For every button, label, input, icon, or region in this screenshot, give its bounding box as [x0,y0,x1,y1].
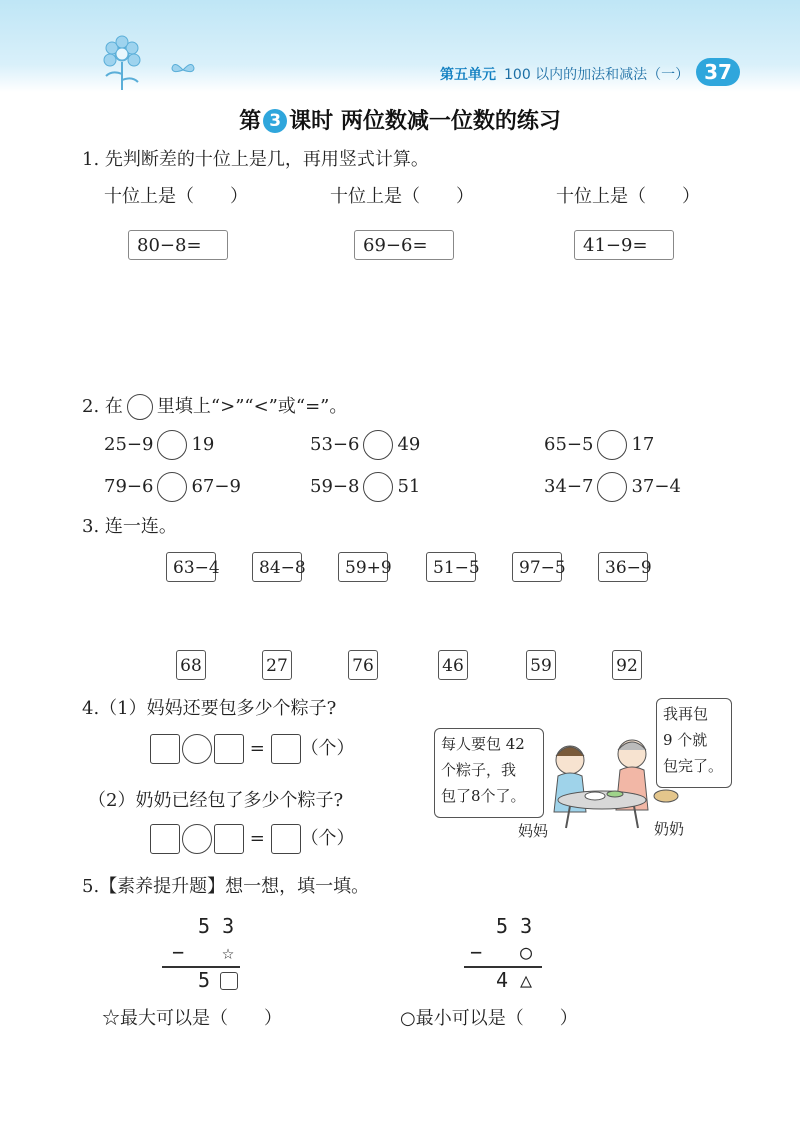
unit-label: （个） [300,738,355,759]
q2-answer-circle[interactable] [363,472,393,502]
q4-part2-equation [150,824,355,854]
q2-item-1 [104,430,214,460]
q1-equation-3: 41−9= [574,230,674,260]
answer-box[interactable] [150,734,180,764]
q2-right-expr: 17 [631,434,655,455]
q3-bottom-tile-5[interactable]: 59 [526,650,556,680]
q5-right-minuend: 5 3 [496,914,533,938]
triangle-icon[interactable]: △ [520,968,533,992]
lesson-title [0,104,800,135]
sunflower-icon [92,34,152,92]
q2-left-expr: 79−6 [104,476,154,497]
q3-bottom-tile-2[interactable]: 27 [262,650,292,680]
q1-prompt-1: 十位上是（ ） [104,186,248,207]
q4-part2-question: （2）奶奶已经包了多少个粽子? [88,790,344,811]
header-band [0,0,800,92]
answer-box[interactable] [271,824,301,854]
q2-title-start: 2. 在 [82,396,123,417]
q1-prompt-3: 十位上是（ ） [556,186,700,207]
butterfly-icon [170,60,196,80]
q2-answer-circle[interactable] [157,472,187,502]
q2-left-expr: 25−9 [104,434,154,455]
q2-right-expr: 19 [191,434,215,455]
q3-top-tile-6[interactable]: 36−9 [598,552,648,582]
q5-left-result-tens: 5 [198,968,211,992]
q2-answer-circle[interactable] [597,430,627,460]
q2-title [82,392,347,420]
bubble-line: 包了8个了。 [441,787,526,805]
header-title [440,64,689,84]
q3-bottom-tile-1[interactable]: 68 [176,650,206,680]
q5-right-result-tens: 4 [496,968,509,992]
bubble-line: 我再包 [663,705,709,723]
q2-item-4 [104,472,241,502]
q4-part1-question: 4.（1）妈妈还要包多少个粽子? [82,698,337,719]
q2-right-expr: 49 [397,434,421,455]
page-number-badge: 37 [696,58,740,86]
q3-bottom-tile-4[interactable]: 46 [438,650,468,680]
family-illustration [540,730,680,830]
q1-equation-1: 80−8= [128,230,228,260]
bubble-line: 包完了。 [663,757,724,775]
q5-left-result-box[interactable] [220,972,238,990]
q5-right-minus-sign: − [470,940,483,964]
q2-answer-circle[interactable] [157,430,187,460]
q2-right-expr: 51 [397,476,421,497]
q2-item-2 [310,430,420,460]
q2-circle-sample [127,394,153,420]
q1-title: 1. 先判断差的十位上是几，再用竖式计算。 [82,149,429,170]
lesson-prefix: 第 [239,109,262,134]
q3-bottom-tile-3[interactable]: 76 [348,650,378,680]
q5-ask-left: ☆最大可以是（ ） [102,1008,282,1029]
q3-top-tile-5[interactable]: 97−5 [512,552,562,582]
operator-circle[interactable] [182,734,212,764]
operator-circle[interactable] [182,824,212,854]
q5-left-minus-sign: − [172,940,185,964]
q2-item-6 [544,472,681,502]
q2-left-expr: 59−8 [310,476,360,497]
bubble-line: 每人要包 42 [441,735,525,753]
mom-speech-bubble [434,728,544,818]
q2-left-expr: 53−6 [310,434,360,455]
q3-top-tile-2[interactable]: 84−8 [252,552,302,582]
q5-left-minuend: 5 3 [198,914,235,938]
q3-top-tile-3[interactable]: 59+9 [338,552,388,582]
answer-box[interactable] [150,824,180,854]
q2-right-expr: 67−9 [191,476,241,497]
q2-answer-circle[interactable] [597,472,627,502]
q2-left-expr: 34−7 [544,476,594,497]
q2-answer-circle[interactable] [363,430,393,460]
answer-box[interactable] [214,824,244,854]
bubble-line: 个粽子，我 [441,761,517,779]
header-unit: 第五单元 [440,67,496,83]
q3-bottom-tile-6[interactable]: 92 [612,650,642,680]
q1-equation-2: 69−6= [354,230,454,260]
bubble-line: 9 个就 [663,731,708,749]
q2-item-3 [544,430,654,460]
star-icon[interactable]: ☆ [222,940,235,964]
unit-label: （个） [300,828,355,849]
q5-title: 5.【素养提升题】想一想，填一填。 [82,876,370,897]
q2-item-5 [310,472,420,502]
q3-top-tile-1[interactable]: 63−4 [166,552,216,582]
q2-right-expr: 37−4 [631,476,681,497]
q2-title-end: 里填上“>”“<”或“=”。 [156,396,348,417]
q2-left-expr: 65−5 [544,434,594,455]
grandma-label: 奶奶 [654,820,685,838]
header-topic: 100 以内的加法和减法（一） [504,67,690,83]
answer-box[interactable] [214,734,244,764]
q1-prompt-2: 十位上是（ ） [330,186,474,207]
q5-ask-right: ○最小可以是（ ） [400,1008,578,1029]
circle-symbol-icon[interactable]: ○ [520,940,533,964]
q4-part1-equation [150,734,355,764]
q3-top-tile-4[interactable]: 51−5 [426,552,476,582]
q3-title: 3. 连一连。 [82,516,177,537]
mom-label: 妈妈 [518,822,549,840]
equals-sign: = [249,738,265,759]
lesson-number-badge: 3 [263,109,287,133]
lesson-name: 课时 两位数减一位数的练习 [289,109,561,134]
answer-box[interactable] [271,734,301,764]
equals-sign: = [249,828,265,849]
